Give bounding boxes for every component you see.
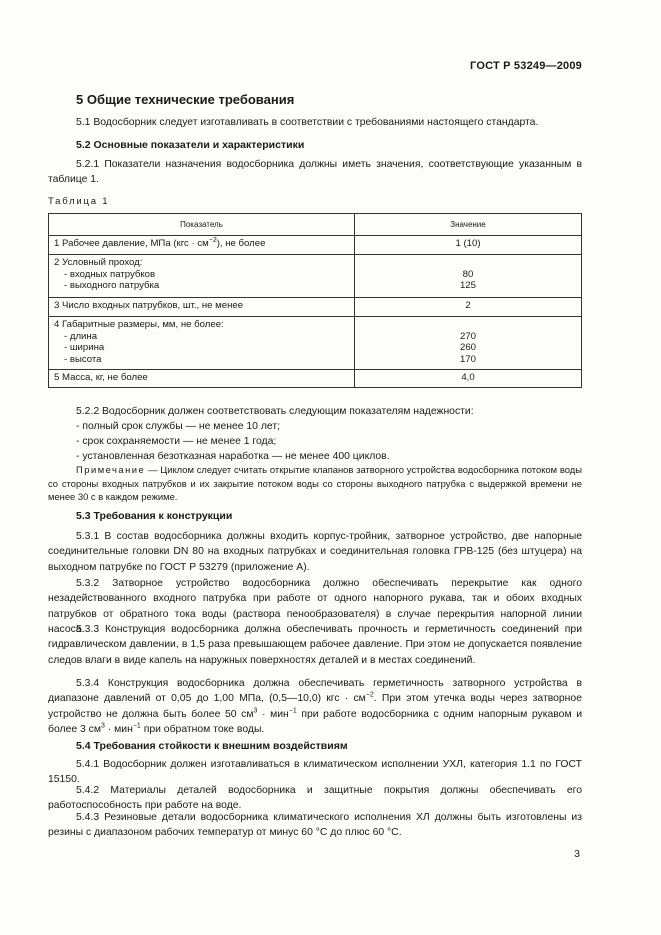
para-5-4-2: 5.4.2 Материалы деталей водосборника и защитные покрытия должны обеспечивать его работоспособность при работе на воде. bbox=[48, 785, 582, 812]
para-5-2-2: 5.2.2 Водосборник должен соответствовать следующим показателям надежности: bbox=[76, 406, 474, 417]
page-number: 3 bbox=[574, 848, 580, 860]
table-row: 5 Масса, кг, не более 4,0 bbox=[49, 370, 582, 388]
para-5-3-1: 5.3.1 В состав водосборника должны входить корпус-тройник, затворное устройство, две напорные соединительные головки DN 80 на входных патрубках и соединительная головка ГРВ-125 (без штуцера) на выходном патрубке по ГОСТ Р 53279 (приложение А). bbox=[48, 531, 582, 573]
list-item: - полный срок службы — не менее 10 лет; bbox=[76, 421, 280, 432]
para-5-2-1: 5.2.1 Показатели назначения водосборника должны иметь значения, соответствующие указанным в таблице 1. bbox=[48, 159, 582, 186]
table-caption: Таблица 1 bbox=[48, 196, 110, 207]
para-5-4-1: 5.4.1 Водосборник должен изготавливаться в климатическом исполнении УХЛ, категория 1.1 по ГОСТ 15150. bbox=[48, 759, 582, 786]
section-5-4-title: 5.4 Требования стойкости к внешним воздействиям bbox=[76, 740, 348, 752]
section-5-title: 5 Общие технические требования bbox=[76, 92, 295, 107]
parameters-table bbox=[48, 213, 582, 388]
table-row: 2 Условный проход: - входных патрубков - выходного патрубка 80 125 bbox=[49, 255, 582, 298]
section-5-3-title: 5.3 Требования к конструкции bbox=[76, 510, 233, 522]
para-5-3-3: 5.3.3 Конструкция водосборника должна обеспечивать прочность и герметичность соединений при гидравлическом давлении, в 1,5 раза превышающем рабочее давление. При этом не допускается появление следов влаги в виде капель на наружных поверхностях деталей и в местах соединений. bbox=[48, 624, 582, 666]
list-item: - установленная безотказная наработка — не менее 400 циклов. bbox=[76, 451, 390, 462]
col-header-parameter: Показатель bbox=[49, 214, 355, 236]
note: Примечание — Циклом следует считать открытие клапанов затворного устройства водосборника потоком воды со стороны входных патрубков и их закрытие потоком воды со стороны выходного патрубка с выдержкой времени не менее 30 с в каждом режиме. bbox=[48, 464, 582, 502]
list-item: - срок сохраняемости — не менее 1 года; bbox=[76, 436, 277, 447]
para-5-3-4: 5.3.4 Конструкция водосборника должна обеспечивать герметичность затворного устройства в диапазоне давлений от 0,05 до 1,00 МПа, (0,5—10,0) кгс · $см^{-2}$. При этом утечка воды через затворное устройство не должна быть более 50 $см^3 \cdot мин^{-1}$ при работе водосборника с одним напорным рукавом и более 3 $см^3 \cdot мин^{-1}$ при обратном токе воды. bbox=[48, 678, 583, 736]
para-5-3-2: 5.3.2 Затворное устройство водосборника должно обеспечивать перекрытие как одного незадействованного входного патрубка при работе от одного напорного рукава, так и обоих входных патрубков от обратного тока воды (раствора пенообразователя) в случае перекрытия напорной линии насоса. bbox=[48, 578, 582, 636]
table-row: 3 Число входных патрубков, шт., не менее 2 bbox=[49, 298, 582, 317]
para-5-4-3: 5.4.3 Резиновые детали водосборника климатического исполнения ХЛ должны быть изготовлены из резины с диапазоном рабочих температур от минус 60 °С до плюс 60 °С. bbox=[48, 812, 582, 839]
standard-header: ГОСТ Р 53249—2009 bbox=[470, 60, 582, 72]
table-row: 4 Габаритные размеры, мм, не более: - длина - ширина - высота 270 260 170 bbox=[49, 317, 582, 370]
table-row: 1 Рабочее давление, МПа $(кгс \cdot см^{-2})$, не более 1 (10) bbox=[49, 236, 582, 255]
section-5-2-title: 5.2 Основные показатели и характеристики bbox=[76, 139, 305, 151]
para-5-1: 5.1 Водосборник следует изготавливать в соответствии с требованиями настоящего стандарта. bbox=[76, 117, 539, 128]
col-header-value: Значение bbox=[355, 214, 582, 236]
